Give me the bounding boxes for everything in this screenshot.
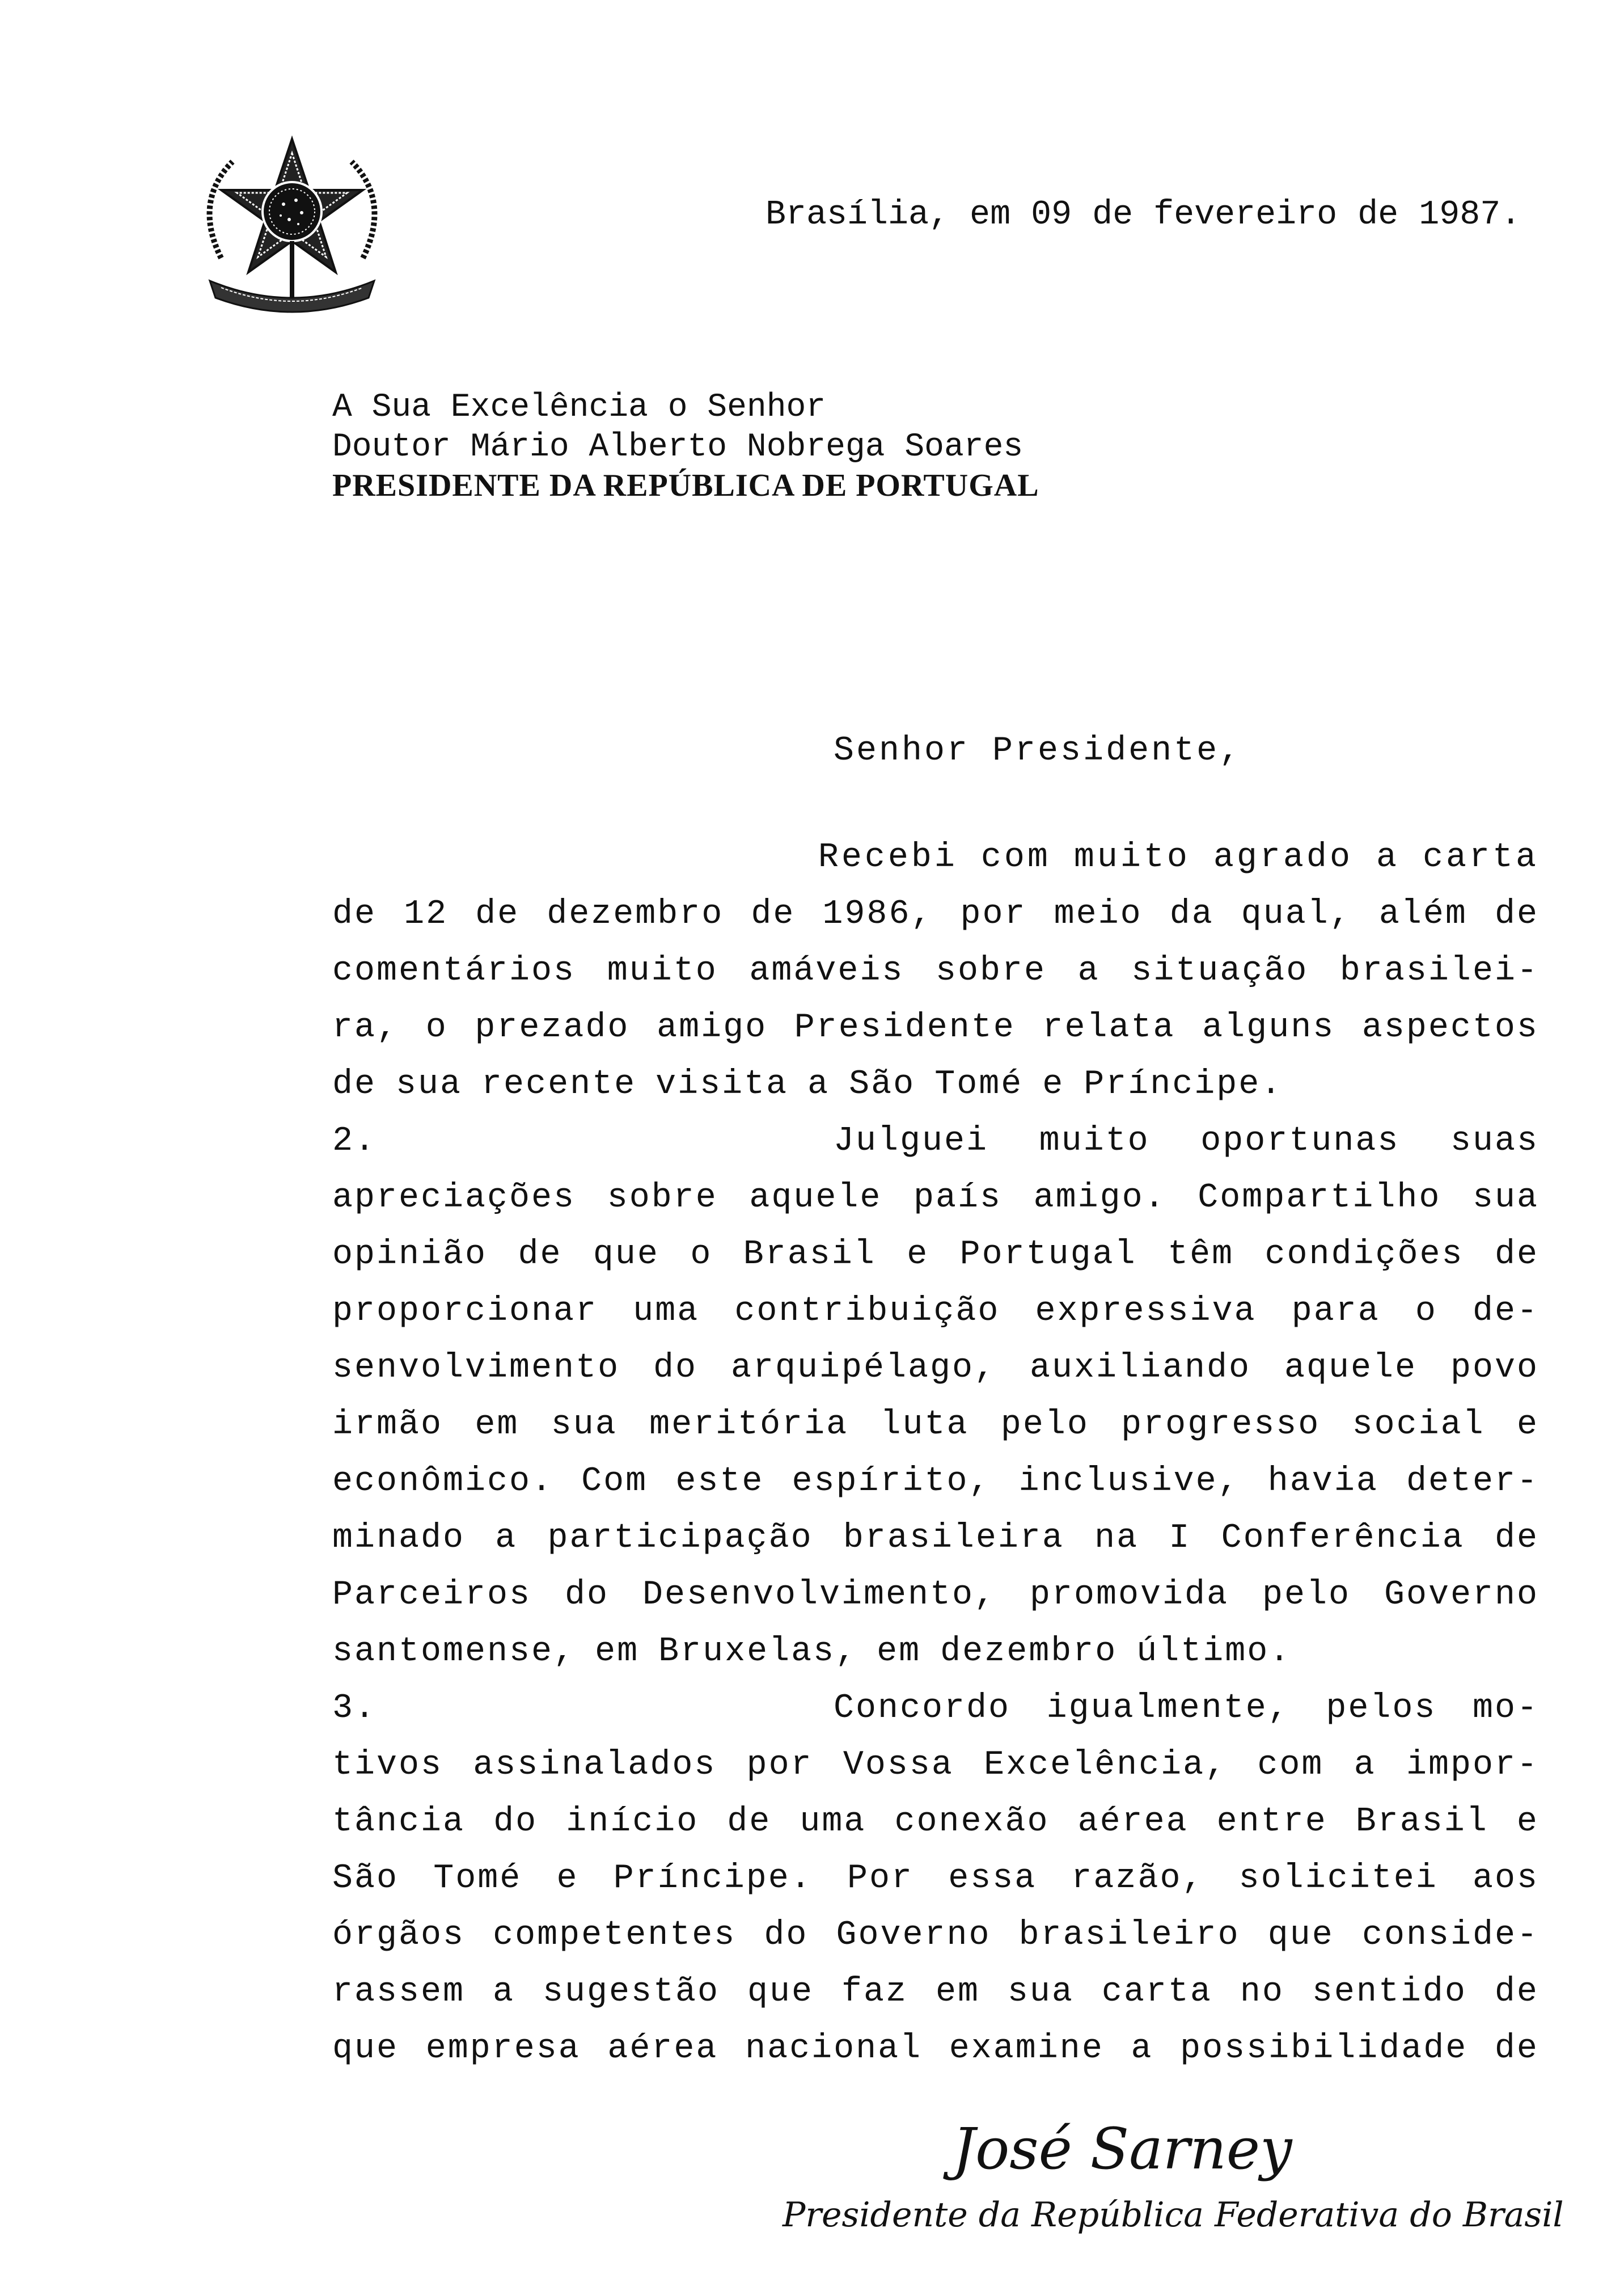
body-line: Recebi com muito agrado a carta [818, 838, 1539, 877]
body-line: opinião de que o Brasil e Portugal têm condições de [332, 1235, 1539, 1274]
signature-block [783, 2116, 1564, 2280]
body-line: proporcionar uma contribuição expressiva para o de- [332, 1292, 1539, 1331]
body-line: de 12 de dezembro de 1986, por meio da qual, além de [332, 895, 1539, 934]
paragraph-number: 2. [332, 1122, 377, 1161]
body-line: minado a participação brasileira na I Conferência de [332, 1519, 1539, 1558]
coat-of-arms-icon [198, 128, 386, 320]
body-line: São Tomé e Príncipe. Por essa razão, solicitei aos [332, 1859, 1539, 1898]
signature-name: José Sarney [953, 2116, 1292, 2182]
body-line: tivos assinalados por Vossa Excelência, com a impor- [332, 1746, 1539, 1784]
body-line: 3. Concordo igualmente, pelos mo- [332, 1680, 1539, 1737]
body-line: comentários muito amáveis sobre a situação brasilei- [332, 952, 1539, 990]
body-line: rassem a sugestão que faz em sua carta no sentido de [332, 1973, 1539, 2011]
body-line: apreciações sobre aquele país amigo. Compartilho sua [332, 1179, 1539, 1217]
recipient-line-1: A Sua Excelência o Senhor [332, 389, 826, 426]
letter-body [332, 829, 1539, 2077]
body-line: santomense, em Bruxelas, em dezembro último. [332, 1632, 1292, 1671]
recipient-line-3: PRESIDENTE DA REPÚBLICA DE PORTUGAL [332, 468, 1039, 503]
body-line: que empresa aérea nacional examine a possibilidade de [332, 2029, 1539, 2068]
signature-title: Presidente da República Federativa do Brasil [783, 2195, 1564, 2235]
body-line: tância do início de uma conexão aérea entre Brasil e [332, 1803, 1539, 1841]
body-line: irmão em sua meritória luta pelo progresso social e [332, 1406, 1539, 1444]
body-line: senvolvimento do arquipélago, auxiliando aquele povo [332, 1349, 1539, 1387]
date-line: Brasília, em 09 de fevereiro de 1987. [766, 196, 1521, 234]
body-line: de sua recente visita a São Tomé e Príncipe. [332, 1065, 1283, 1104]
recipient-line-2: Doutor Mário Alberto Nobrega Soares [332, 429, 1024, 466]
body-line: 2. Julguei muito oportunas suas [332, 1113, 1539, 1170]
body-line: econômico. Com este espírito, inclusive, havia deter- [332, 1462, 1539, 1501]
body-line: órgãos competentes do Governo brasileiro que conside- [332, 1916, 1539, 1955]
salutation: Senhor Presidente, [834, 732, 1242, 770]
body-line: Parceiros do Desenvolvimento, promovida pelo Governo [332, 1576, 1539, 1614]
body-line: ra, o prezado amigo Presidente relata alguns aspectos [332, 1009, 1539, 1047]
paragraph-number: 3. [332, 1689, 377, 1728]
